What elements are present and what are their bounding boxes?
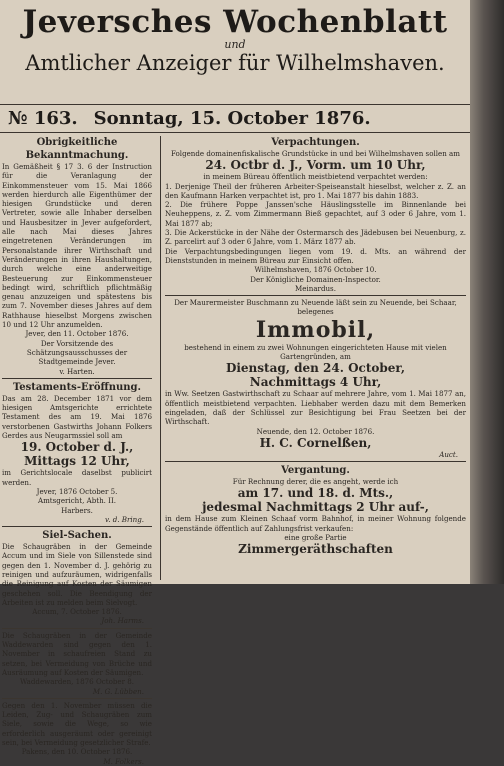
separator bbox=[2, 698, 152, 699]
verp-place: in meinem Büreau öffentlich meistbietend verpachtet werden: bbox=[203, 172, 428, 182]
verp-conditions: Die Verpachtungsbedingungen liegen vom 19. d. Mts. an während der Dienststunden in meinem Büreau zur Einsicht offen. bbox=[165, 246, 466, 265]
heading-testament: Testaments-Eröffnung. bbox=[12, 381, 142, 393]
masthead bbox=[0, 4, 470, 76]
verp-signature: Meinardus. bbox=[295, 283, 336, 293]
separator bbox=[2, 526, 152, 527]
schau-date: Waddewarden, 1876 October 8. bbox=[19, 677, 135, 687]
separator bbox=[2, 378, 152, 379]
issue-number: № 163. bbox=[8, 108, 78, 129]
testament-court: Amtsgericht, Abth. II. bbox=[37, 496, 117, 506]
siel-body: Die Schaugräben in der Gemeinde Accum und im Siele von Sillenstede sind gegen den 1. November d. J. gehörig zu reinigen und aufzuräumen, widrigenfalls die Reinigung auf Kosten der Säumigen geschehen soll. Die Beendigung der Arbeiten ist zu melden beim Sielvogt. bbox=[2, 542, 152, 607]
rule-top bbox=[0, 104, 470, 105]
imm-time: Nachmittags 4 Uhr, bbox=[249, 375, 382, 390]
verg-item-1: eine große Partie bbox=[284, 533, 347, 543]
newspaper-title: Jeversches Wochenblatt bbox=[22, 4, 448, 40]
left-column bbox=[2, 136, 152, 766]
imm-place: Neuende, den 12. October 1876. bbox=[256, 426, 375, 436]
separator bbox=[2, 628, 152, 629]
verp-item-3: 3. Die Ackerstücke in der Nähe der Ostermarsch des Jädebusen bei Neuenburg, z. Z. parcelirt auf 3 oder 6 Jahre, vom 1. März 1877 ab. bbox=[165, 228, 466, 247]
verg-item-2: Zimmergeräthschaften bbox=[238, 542, 393, 557]
testament-signature: Harbers. bbox=[61, 505, 93, 515]
issue-date: Sonntag, 15. October 1876. bbox=[93, 108, 371, 129]
heading-obrigkeitliche: Obrigkeitliche Bekanntmachung. bbox=[25, 137, 129, 161]
testament-time: Mittags 12 Uhr, bbox=[24, 454, 130, 469]
right-column bbox=[160, 136, 466, 580]
imm-body: in Ww. Seetzen Gastwirthschaft zu Schaar auf mehrere Jahre, vom 1. Mai 1877 an, öffentlich meistbietend verpachten. Liebhaber werden dazu mit dem Bemerken eingeladen, daß der Schlüssel zur Besichtigung bei Frau Seetzen bei der Wirthschaft. bbox=[165, 389, 466, 427]
testament-place: Jever, 1876 October 5. bbox=[36, 486, 118, 496]
obr-signer: Der Vorsitzende des Schätzungsausschusses der Stadtgemeinde Jever. bbox=[26, 338, 128, 367]
imm-date: Dienstag, den 24. October, bbox=[225, 361, 406, 376]
issue-line bbox=[8, 108, 468, 129]
newspaper-subtitle: Amtlicher Anzeiger für Wilhelmshaven. bbox=[25, 51, 445, 75]
verg-date: am 17. und 18. d. Mts., bbox=[237, 486, 394, 501]
obr-body: In Gemäßheit § 17 3. 6 der Instruction für die Veranlagung der Einkommensteuer vom 15. Mai 1866 werden hierdurch alle Eigenthümer der hiesigen Grundstücke und deren Vertreter, sowie alle Inhaber derselben und Hausbesitzer in Jever aufgefordert, alle nach Mai dieses Jahres eingetretenen Veränderungen im Personalstande ihrer Wirthschaft und Veränderungen in ihren Haushaltungen, durch welche eine anderweitige Besteuerung zur Einkommensteuer bedingt wird, schriftlich pflichtmäßig genau anzuzeigen und spätestens bis zum 7. November dieses Jahres auf dem Rathhause hieselbst Morgens zwischen 10 und 12 Uhr anzumelden. bbox=[2, 162, 152, 330]
siel-signature: Joh. Harms. bbox=[101, 616, 144, 626]
schau-signature: M. G. Lübben. bbox=[92, 686, 144, 696]
rule-bottom bbox=[0, 132, 470, 133]
verp-date-2: Wilhelmshaven, 1876 October 10. bbox=[254, 265, 377, 275]
book-spine bbox=[470, 0, 504, 584]
masthead-und: und bbox=[224, 38, 246, 51]
verg-time: jedesmal Nachmittags 2 Uhr auf-, bbox=[202, 500, 429, 515]
heading-verpachtungen: Verpachtungen. bbox=[271, 137, 360, 148]
testament-rest: im Gerichtslocale daselbst publicirt werden. bbox=[2, 468, 152, 487]
siel-date: Accum, 7. October 1876. bbox=[32, 607, 122, 617]
testament-signature-2: v. d. Bring. bbox=[105, 514, 144, 524]
verp-intro: Folgende domainenfiskalische Grundstücke in und bei Wilhelmshaven sollen am bbox=[171, 149, 460, 158]
heading-vergantung: Vergantung. bbox=[281, 465, 350, 477]
obr-date: Jever, den 11. October 1876. bbox=[25, 329, 129, 339]
imm-signature: H. C. Cornelßen, bbox=[259, 435, 372, 450]
verg-body: in dem Hause zum Kleinen Schaaf vorm Bahnhof, in meiner Wohnung folgende Gegenstände öffentlich auf Zahlungsfrist verkaufen: bbox=[165, 514, 466, 533]
schau-body: Die Schaugräben in der Gemeinde Waddewarden sind gegen den 1. November in schaufreien Stand zu setzen, bei Vermeidung von Brüche und Ausräumung auf Kosten der Säumigen. bbox=[2, 630, 152, 677]
pach-signature: M. Folkers. bbox=[103, 756, 144, 766]
verp-signer: Der Königliche Domainen-Inspector. bbox=[250, 274, 381, 284]
separator bbox=[165, 295, 466, 296]
imm-desc: bestehend in einem zu zwei Wohnungen eingerichteten Hause mit vielen Gartengründen, am bbox=[184, 342, 447, 362]
heading-siel: Siel-Sachen. bbox=[42, 530, 112, 542]
pach-date: Pakens, den 10. October 1876. bbox=[21, 747, 133, 757]
separator bbox=[165, 461, 466, 462]
verp-date: 24. Octbr d. J., Vorm. um 10 Uhr, bbox=[205, 158, 426, 173]
testament-date: 19. October d. J., bbox=[20, 440, 134, 455]
pach-body: Gegen den 1. November müssen die Leiden, Zug- und Schaugräben zum Siele, sowie die Wege, so wie erforderlich ausgeräumt oder gereinigt sein, bei Vermeidung gesetzlicher Strafe. bbox=[2, 700, 152, 748]
verp-item-1: 1. Derjenige Theil der früheren Arbeiter-Speiseanstalt hieselbst, welcher z. Z. an den Kaufmann Harken verpachtet ist, pro 1. Mai 1877 bis dahin 1883. bbox=[165, 181, 466, 200]
testament-body: Das am 28. December 1871 vor dem hiesigen Amtsgerichte errichtete Testament des am 19. Mai 1876 verstorbenen Gastwirths Johann Folkers Gerdes aus Neugarmssiel soll am bbox=[2, 393, 152, 441]
verp-item-2: 2. Die frühere Poppe Janssen'sche Häuslingsstelle im Binnenlande bei Neuheppens, z. Z. vom Zimmermann Bieß gepachtet, auf 3 oder 6 Jahre, vom 1. Mai 1877 ab; bbox=[165, 200, 466, 228]
imm-heading: Immobil, bbox=[255, 316, 376, 343]
imm-signature-2: Auct. bbox=[439, 449, 458, 459]
obr-signature: v. Harten. bbox=[59, 366, 95, 376]
imm-intro: Der Maurermeister Buschmann zu Neuende läßt sein zu Neuende, bei Schaar, belegenes bbox=[174, 298, 457, 317]
verg-intro: Für Rechnung derer, die es angeht, werde ich bbox=[232, 477, 399, 487]
